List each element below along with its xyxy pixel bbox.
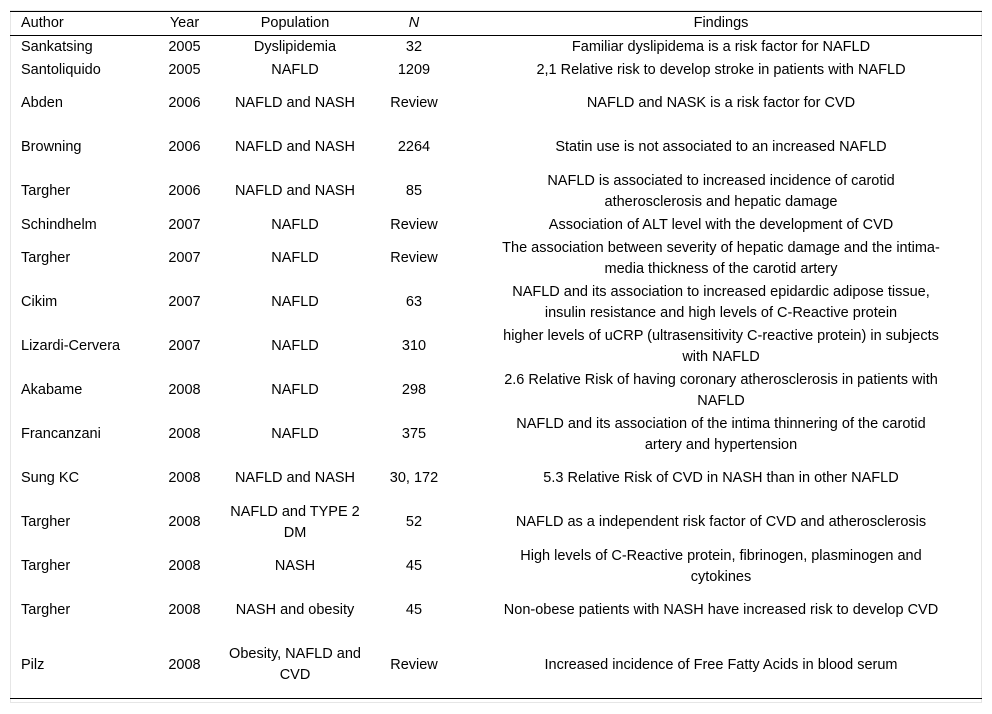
cell-findings: Non-obese patients with NASH have increased risk to develop CVD	[503, 602, 939, 618]
table-row	[10, 457, 982, 501]
table-row	[10, 589, 982, 633]
cell-author: Targher	[21, 250, 71, 266]
cell-author: Targher	[21, 558, 71, 574]
cell-population: NAFLD and NASH	[234, 183, 356, 199]
cell-findings: The association between severity of hepatic damage and the intima-media thickness of the carotid artery	[502, 239, 940, 277]
table-row	[10, 369, 982, 413]
cell-author: Targher	[21, 602, 71, 618]
cell-population: NAFLD	[271, 294, 319, 310]
cell-n: Review	[390, 250, 438, 266]
cell-year: 2007	[168, 294, 201, 310]
cell-population: NAFLD	[271, 426, 319, 442]
cell-author: Targher	[21, 183, 71, 199]
table-row	[10, 325, 982, 369]
cell-author: Schindhelm	[21, 216, 97, 233]
cell-findings: NAFLD is associated to increased incidence of carotid atherosclerosis and hepatic damage	[547, 172, 895, 210]
cell-findings: NAFLD and its association to increased epidardic adipose tissue, insulin resistance and high levels of C-Reactive protein	[512, 283, 930, 321]
cell-n: 32	[405, 38, 423, 55]
cell-author: Sankatsing	[21, 38, 93, 55]
cell-author: Targher	[21, 514, 71, 530]
table-header-row	[10, 12, 982, 36]
table-row	[10, 633, 982, 699]
cell-findings: higher levels of uCRP (ultrasensitivity C-reactive protein) in subjects with NAFLD	[503, 327, 939, 365]
cell-n: Review	[390, 95, 438, 111]
cell-findings: Increased incidence of Free Fatty Acids in blood serum	[460, 633, 982, 699]
cell-population: NAFLD and NASH	[234, 139, 356, 155]
cell-population: NAFLD	[271, 61, 319, 78]
cell-year: 2008	[147, 633, 222, 699]
cell-findings: NAFLD and its association of the intima thinnering of the carotid artery and hypertension	[516, 415, 926, 453]
cell-n: 375	[401, 426, 427, 442]
table-row	[10, 59, 982, 82]
cell-population: Dyslipidemia	[253, 38, 337, 55]
cell-findings: Statin use is not associated to an increased NAFLD	[555, 139, 887, 155]
table-row	[10, 170, 982, 214]
cell-population: NASH	[274, 558, 316, 574]
cell-author: Santoliquido	[21, 61, 101, 78]
cell-year: 2008	[168, 602, 201, 618]
cell-population: NAFLD	[271, 216, 319, 233]
cell-n: Review	[390, 216, 438, 233]
cell-findings: NAFLD as a independent risk factor of CVD and atherosclerosis	[515, 514, 927, 530]
cell-author: Lizardi-Cervera	[21, 338, 121, 354]
cell-author: Pilz	[10, 633, 147, 699]
cell-n: 1209	[397, 61, 431, 78]
studies-table	[10, 11, 982, 699]
cell-author: Sung KC	[21, 470, 80, 486]
cell-findings: Familiar dyslipidema is a risk factor for NAFLD	[571, 38, 871, 55]
cell-year: 2005	[168, 38, 201, 55]
cell-population: Obesity, NAFLD and CVD	[222, 633, 368, 699]
header-author: Author	[10, 12, 147, 36]
cell-n: 30, 172	[389, 470, 439, 486]
table-row	[10, 545, 982, 589]
cell-author: Francanzani	[21, 426, 101, 442]
header-n: N	[368, 12, 460, 36]
cell-n: Review	[368, 633, 460, 699]
cell-n: 85	[405, 183, 423, 199]
cell-n: 310	[401, 338, 427, 354]
table-row	[10, 82, 982, 126]
cell-year: 2006	[168, 95, 201, 111]
cell-population: NAFLD and TYPE 2 DM	[230, 503, 360, 541]
cell-findings: Association of ALT level with the development of CVD	[548, 216, 894, 233]
table-row	[10, 281, 982, 325]
cell-author: Abden	[21, 95, 63, 111]
cell-findings: 2.6 Relative Risk of having coronary atherosclerosis in patients with NAFLD	[504, 371, 938, 409]
cell-n: 63	[405, 294, 423, 310]
cell-population: NAFLD and NASH	[234, 95, 356, 111]
header-year: Year	[147, 12, 222, 36]
table-row	[10, 36, 982, 59]
cell-population: NASH and obesity	[235, 602, 355, 618]
cell-year: 2005	[168, 61, 201, 78]
cell-year: 2008	[168, 558, 201, 574]
header-population: Population	[222, 12, 368, 36]
cell-population: NAFLD	[271, 382, 319, 398]
cell-author: Cikim	[21, 294, 58, 310]
cell-population: NAFLD	[271, 338, 319, 354]
cell-n: 2264	[397, 139, 431, 155]
cell-year: 2006	[168, 139, 201, 155]
cell-author: Browning	[21, 139, 82, 155]
cell-year: 2008	[168, 426, 201, 442]
cell-year: 2008	[168, 514, 201, 530]
cell-population: NAFLD and NASH	[234, 470, 356, 486]
table-row	[10, 501, 982, 545]
cell-findings: High levels of C-Reactive protein, fibrinogen, plasminogen and cytokines	[520, 547, 922, 585]
cell-n: 45	[405, 558, 423, 574]
cell-findings: 2,1 Relative risk to develop stroke in patients with NAFLD	[536, 61, 906, 78]
cell-year: 2008	[168, 382, 201, 398]
table-row	[10, 126, 982, 170]
cell-year: 2007	[168, 216, 201, 233]
cell-population: NAFLD	[271, 250, 319, 266]
cell-author: Akabame	[21, 382, 83, 398]
header-findings: Findings	[460, 12, 982, 36]
cell-findings: 5.3 Relative Risk of CVD in NASH than in other NAFLD	[543, 470, 899, 486]
table-row	[10, 214, 982, 237]
cell-year: 2007	[168, 250, 201, 266]
cell-n: 45	[405, 602, 423, 618]
cell-year: 2008	[168, 470, 201, 486]
cell-year: 2006	[168, 183, 201, 199]
cell-findings: NAFLD and NASK is a risk factor for CVD	[586, 95, 856, 111]
cell-n: 52	[405, 514, 423, 530]
table-row	[10, 237, 982, 281]
cell-year: 2007	[168, 338, 201, 354]
cell-n: 298	[401, 382, 427, 398]
table-row	[10, 413, 982, 457]
